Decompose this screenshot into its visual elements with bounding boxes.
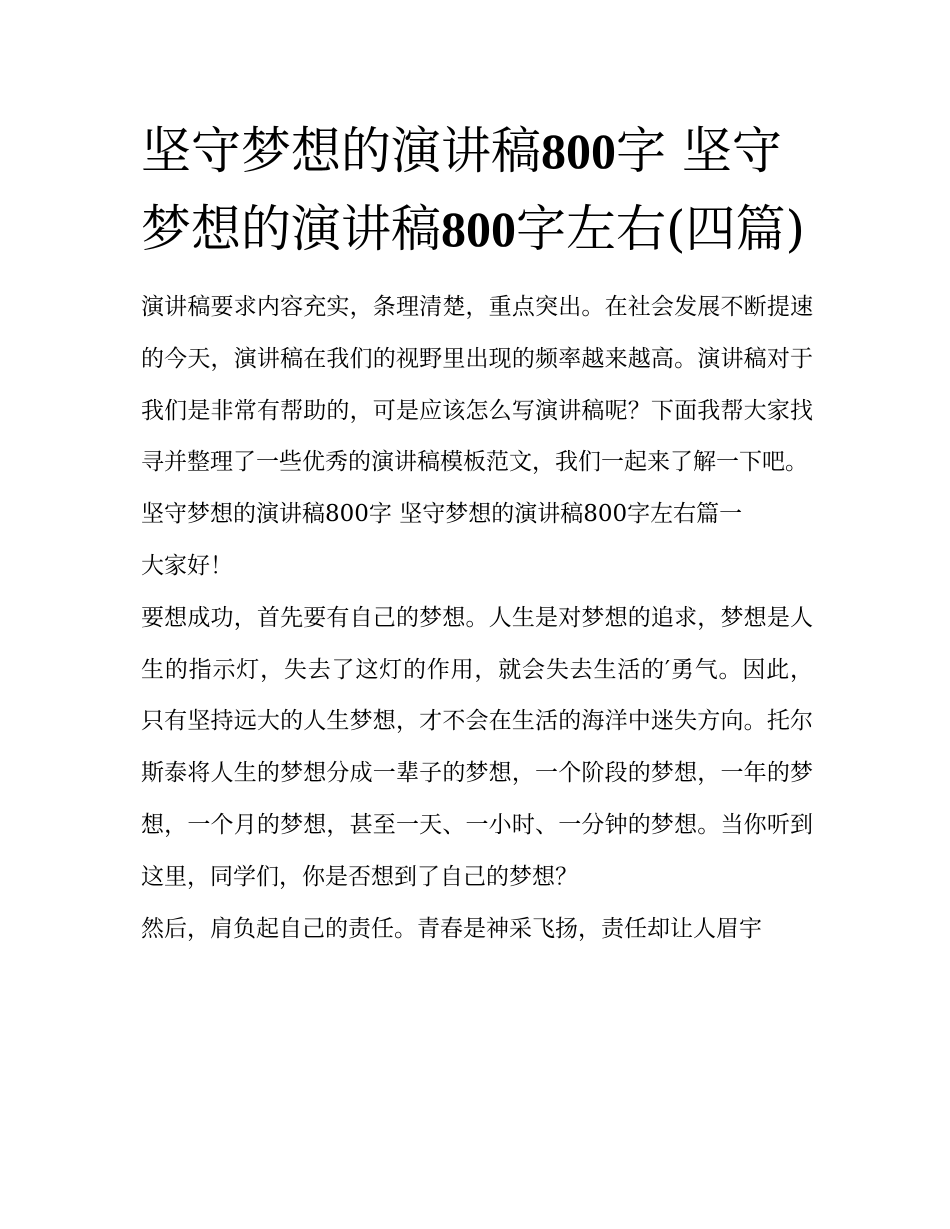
section-heading: 坚守梦想的演讲稿800字 坚守梦想的演讲稿800字左右篇一 [141,501,743,528]
document-page [141,112,813,955]
body-paragraph: 要想成功，首先要有自己的梦想。人生是对梦想的追求，梦想是人生的指示灯，失去了这灯的作用，就会失去生活的′勇气。因此，只有坚持远大的人生梦想，才不会在生活的海洋中迷失方向。托尔斯泰将人生的梦想分成一辈子的梦想，一个阶段的梦想，一年的梦想，一个月的梦想，甚至一天、一小时、一分钟的梦想。当你听到这里，同学们，你是否想到了自己的梦想？ [141,604,813,890]
document-body [141,282,813,955]
intro-paragraph: 演讲稿要求内容充实，条理清楚，重点突出。在社会发展不断提速的今天，演讲稿在我们的视野里出现的频率越来越高。演讲稿对于我们是非常有帮助的，可是应该怎么写演讲稿呢？下面我帮大家找寻并整理了一些优秀的演讲稿模板范文，我们一起来了解一下吧。 [141,294,813,476]
greeting-paragraph: 大家好！ [141,552,233,579]
document-title: 坚守梦想的演讲稿800字 坚守梦想的演讲稿800字左右(四篇) [141,122,806,258]
body-paragraph-continued: 然后，肩负起自己的责任。青春是神采飞扬，责任却让人眉宇 [141,915,762,942]
